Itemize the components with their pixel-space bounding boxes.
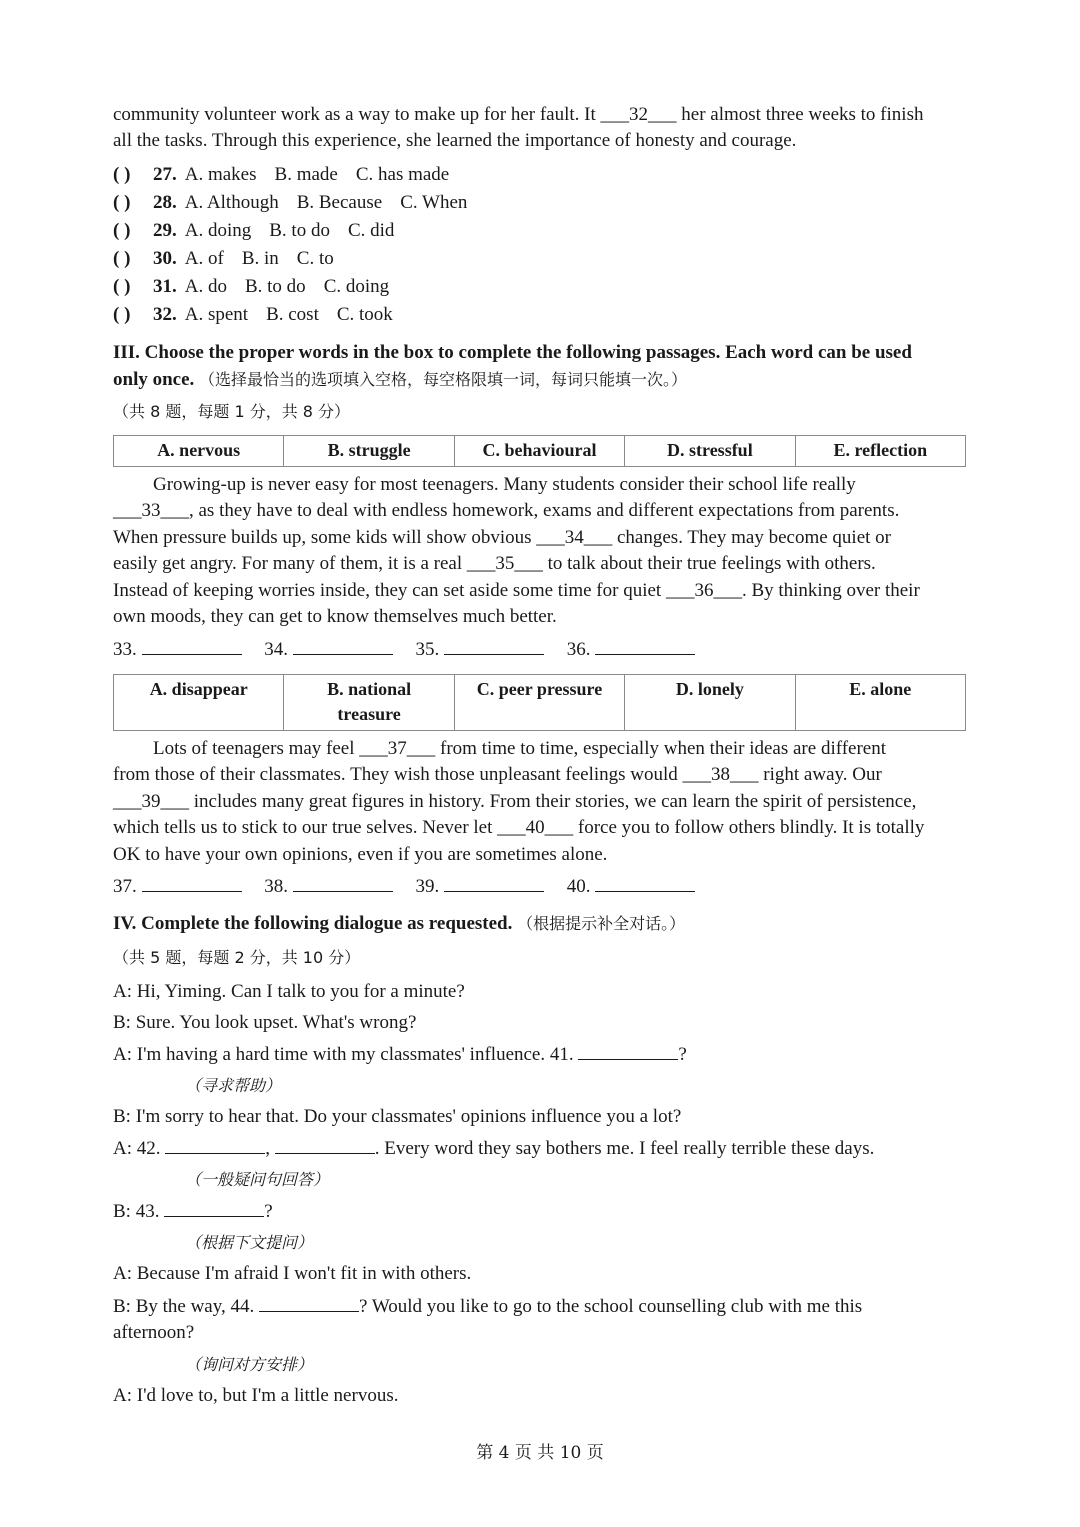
word-box-cell: C. behavioural — [454, 436, 624, 467]
word-box-cell: A. nervous — [114, 436, 284, 467]
passage-1-line: Instead of keeping worries inside, they can set aside some time for quiet ___36___. By thinking over their — [113, 580, 920, 601]
word-box-cell: D. lonely — [625, 675, 795, 731]
word-box-cell: B. national treasure — [284, 675, 454, 731]
passage-1-line: own moods, they can get to know themselves much better. — [113, 606, 557, 627]
answer-blank-42b[interactable] — [275, 1135, 375, 1154]
dialogue-line-42: A: 42. , . Every word they say bothers me. I feel really terrible these days. — [113, 1135, 874, 1163]
intro-line-1: community volunteer work as a way to make up for her fault. It ___32___ her almost three weeks to finish — [113, 104, 924, 125]
word-box-cell: E. reflection — [795, 436, 965, 467]
hint-44: （询问对方安排） — [185, 1355, 314, 1374]
passage-1-line: easily get angry. For many of them, it is a real ___35___ to talk about their true feelings with others. — [113, 553, 876, 574]
dialogue-line: B: Sure. You look upset. What's wrong? — [113, 1012, 417, 1033]
passage-2-line: which tells us to stick to our true selves. Never let ___40___ force you to follow others blindly. It is totally — [113, 817, 925, 838]
passage-1-line: ___33___, as they have to deal with endless homework, exams and different expectations from parents. — [113, 500, 900, 521]
passage-2-line: from those of their classmates. They wish those unpleasant feelings would ___38___ right away. Our — [113, 764, 882, 785]
answer-blank-36[interactable] — [595, 636, 695, 655]
answer-paren[interactable]: ( ) — [113, 304, 131, 325]
dialogue-line-43: B: 43. ? — [113, 1198, 273, 1226]
page-number: 第 4 页 共 10 页 — [476, 1443, 604, 1463]
answer-paren[interactable]: ( ) — [113, 192, 131, 213]
question-31: ( ) 31. A. do B. to do C. doing — [113, 274, 389, 300]
section-3-heading: III. Choose the proper words in the box to complete the following passages. Each word can be used — [113, 342, 912, 363]
answer-blank-42a[interactable] — [165, 1135, 265, 1154]
answer-blank-44[interactable] — [259, 1293, 359, 1312]
question-32: ( ) 32. A. spent B. cost C. took — [113, 302, 393, 328]
hint-42: （一般疑问句回答） — [185, 1170, 330, 1189]
section-3-heading-line-2: only once. （选择最恰当的选项填入空格，每空格限填一词，每词只能填一次。） — [113, 369, 688, 390]
passage-2-line: OK to have your own opinions, even if you are sometimes alone. — [113, 844, 608, 865]
word-box-cell: D. stressful — [625, 436, 795, 467]
word-box-1 — [113, 435, 966, 467]
answer-blank-39[interactable] — [444, 873, 544, 892]
answer-paren[interactable]: ( ) — [113, 248, 131, 269]
passage-1-line: When pressure builds up, some kids will show obvious ___34___ changes. They may become quiet or — [113, 527, 891, 548]
passage-1-line: Growing-up is never easy for most teenagers. Many students consider their school life really — [153, 474, 856, 495]
answer-blank-37[interactable] — [142, 873, 242, 892]
question-28: ( ) 28. A. Although B. Because C. When — [113, 190, 467, 216]
word-box-2 — [113, 674, 966, 731]
section-4-score: （共 5 题，每题 2 分，共 10 分） — [113, 948, 361, 967]
dialogue-line: afternoon? — [113, 1322, 195, 1343]
section-4-heading: IV. Complete the following dialogue as requested. （根据提示补全对话。） — [113, 913, 686, 934]
dialogue-line: A: Hi, Yiming. Can I talk to you for a minute? — [113, 981, 465, 1002]
answer-blank-35[interactable] — [444, 636, 544, 655]
answer-blank-38[interactable] — [293, 873, 393, 892]
answer-blank-40[interactable] — [595, 873, 695, 892]
answer-row-1: 33. 34. 35. 36. — [113, 636, 695, 664]
passage-2-line: Lots of teenagers may feel ___37___ from time to time, especially when their ideas are different — [153, 738, 887, 759]
question-30: ( ) 30. A. of B. in C. to — [113, 246, 334, 272]
answer-paren[interactable]: ( ) — [113, 220, 131, 241]
word-box-cell: C. peer pressure — [454, 675, 624, 731]
word-box-cell: E. alone — [795, 675, 965, 731]
answer-blank-41[interactable] — [578, 1041, 678, 1060]
dialogue-line: A: I'd love to, but I'm a little nervous. — [113, 1385, 399, 1406]
hint-41: （寻求帮助） — [185, 1076, 282, 1095]
dialogue-line: A: Because I'm afraid I won't fit in with others. — [113, 1263, 472, 1284]
word-box-cell: A. disappear — [114, 675, 284, 731]
answer-blank-34[interactable] — [293, 636, 393, 655]
passage-2-line: ___39___ includes many great figures in history. From their stories, we can learn the spirit of persistence, — [113, 791, 917, 812]
answer-paren[interactable]: ( ) — [113, 276, 131, 297]
answer-blank-43[interactable] — [164, 1198, 264, 1217]
intro-line-2: all the tasks. Through this experience, she learned the importance of honesty and courage. — [113, 130, 797, 151]
answer-paren[interactable]: ( ) — [113, 164, 131, 185]
question-27: ( ) 27. A. makes B. made C. has made — [113, 162, 449, 188]
answer-row-2: 37. 38. 39. 40. — [113, 873, 695, 901]
word-box-cell: B. struggle — [284, 436, 454, 467]
dialogue-line-44: B: By the way, 44. ? Would you like to go to the school counselling club with me this — [113, 1293, 862, 1321]
section-3-score: （共 8 题，每题 1 分，共 8 分） — [113, 402, 351, 421]
dialogue-line: B: I'm sorry to hear that. Do your classmates' opinions influence you a lot? — [113, 1106, 682, 1127]
hint-43: （根据下文提问） — [185, 1233, 314, 1252]
dialogue-line-41: A: I'm having a hard time with my classmates' influence. 41. ? — [113, 1041, 687, 1069]
answer-blank-33[interactable] — [142, 636, 242, 655]
question-29: ( ) 29. A. doing B. to do C. did — [113, 218, 394, 244]
